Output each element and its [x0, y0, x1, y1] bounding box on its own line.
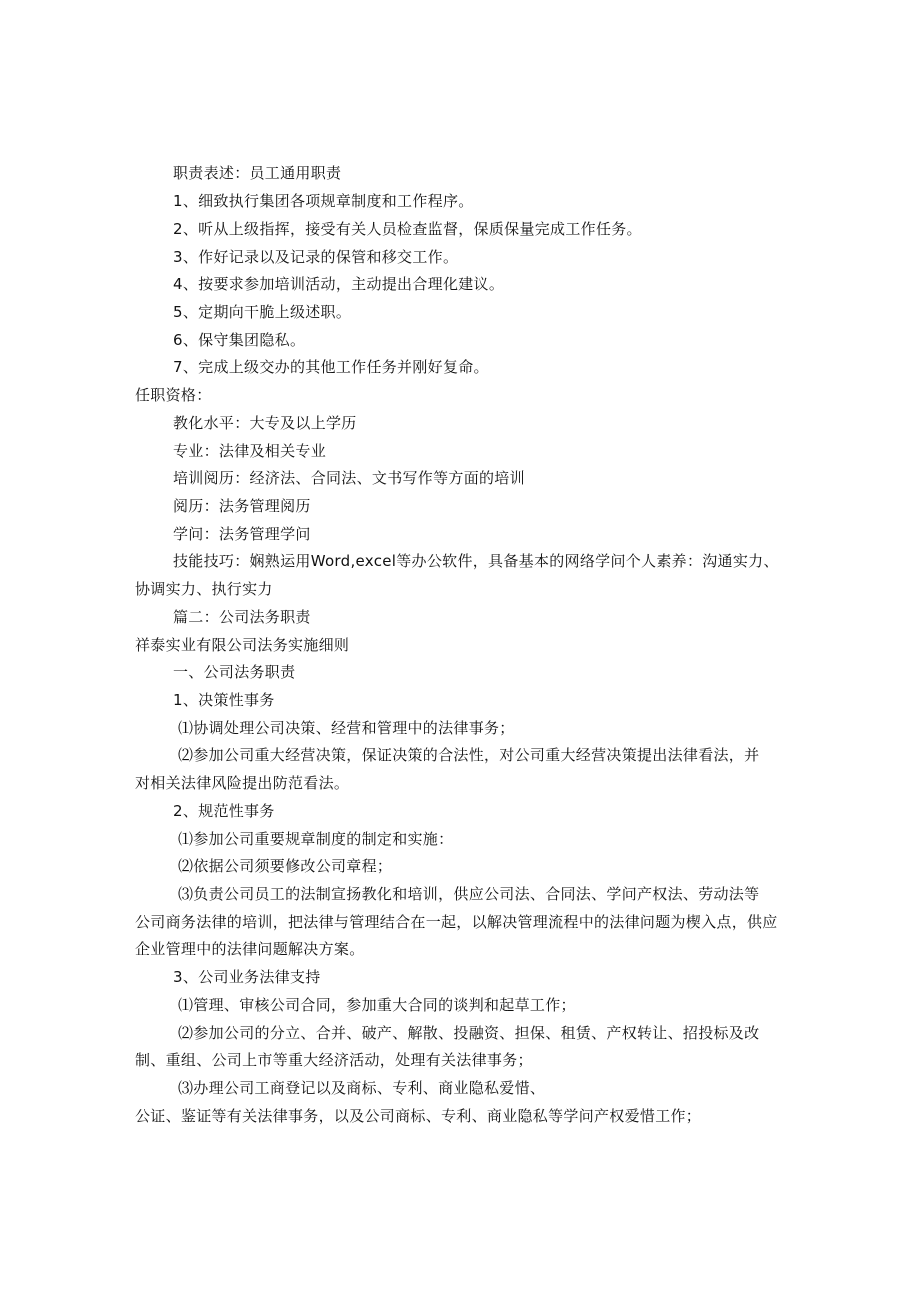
document-title: 祥泰实业有限公司法务实施细则 [135, 636, 350, 654]
duty-item-7: 7、完成上级交办的其他工作任务并刚好复命。 [173, 358, 489, 376]
section-heading-duties: 职责表述：员工通用职责 [173, 164, 342, 182]
duty-item-5: 5、定期向干脆上级述职。 [173, 303, 352, 321]
duty-item-3: 3、作好记录以及记录的保管和移交工作。 [173, 248, 459, 266]
qualification-skills-cont: 协调实力、执行实力 [135, 580, 273, 598]
qualification-training: 培训阅历：经济法、合同法、文书写作等方面的培训 [173, 469, 525, 487]
section-heading-part2: 篇二：公司法务职责 [173, 608, 311, 626]
subsection-support: 3、公司业务法律支持 [173, 968, 321, 986]
normative-item-3-cont-2: 企业管理中的法律问题解决方案。 [135, 940, 365, 958]
decision-item-2-cont: 对相关法律风险提出防范看法。 [135, 774, 350, 792]
duty-item-1: 1、细致执行集团各项规章制度和工作程序。 [173, 192, 474, 210]
qualification-skills: 技能技巧：娴熟运用Word,excel等办公软件，具备基本的网络学问个人素养：沟通实力、 [173, 552, 779, 570]
support-item-2-cont: 制、重组、公司上市等重大经济活动，处理有关法律事务； [135, 1051, 533, 1069]
subsection-decision: 1、决策性事务 [173, 691, 275, 709]
subsection-normative: 2、规范性事务 [173, 802, 275, 820]
duty-item-6: 6、保守集团隐私。 [173, 331, 306, 349]
support-item-2: ⑵参加公司的分立、合并、破产、解散、投融资、担保、租赁、产权转让、招投标及改 [178, 1024, 760, 1042]
qualification-education: 教化水平：大专及以上学历 [173, 414, 357, 432]
duty-item-4: 4、按要求参加培训活动，主动提出合理化建议。 [173, 275, 505, 293]
decision-item-1: ⑴协调处理公司决策、经营和管理中的法律事务； [178, 719, 515, 737]
normative-item-3: ⑶负责公司员工的法制宣扬教化和培训，供应公司法、合同法、学问产权法、劳动法等 [178, 885, 760, 903]
normative-item-3-cont-1: 公司商务法律的培训，把法律与管理结合在一起，以解决管理流程中的法律问题为楔入点，供应 [135, 913, 778, 931]
support-item-3: ⑶办理公司工商登记以及商标、专利、商业隐私爱惜、 [178, 1079, 546, 1097]
qualification-knowledge: 学问：法务管理学问 [173, 525, 311, 543]
support-item-1: ⑴管理、审核公司合同，参加重大合同的谈判和起草工作； [178, 996, 576, 1014]
qualification-major: 专业：法律及相关专业 [173, 442, 327, 460]
decision-item-2: ⑵参加公司重大经营决策，保证决策的合法性，对公司重大经营决策提出法律看法，并 [178, 746, 760, 764]
normative-item-2: ⑵依据公司须要修改公司章程； [178, 857, 393, 875]
normative-item-1: ⑴参加公司重要规章制度的制定和实施： [178, 830, 454, 848]
duty-item-2: 2、听从上级指挥，接受有关人员检查监督，保质保量完成工作任务。 [173, 220, 642, 238]
support-item-3-cont: 公证、鉴证等有关法律事务，以及公司商标、专利、商业隐私等学问产权爱惜工作； [135, 1107, 702, 1125]
chapter-heading-1: 一、公司法务职责 [173, 663, 296, 681]
section-heading-qualifications: 任职资格： [135, 386, 212, 404]
qualification-experience: 阅历：法务管理阅历 [173, 497, 311, 515]
